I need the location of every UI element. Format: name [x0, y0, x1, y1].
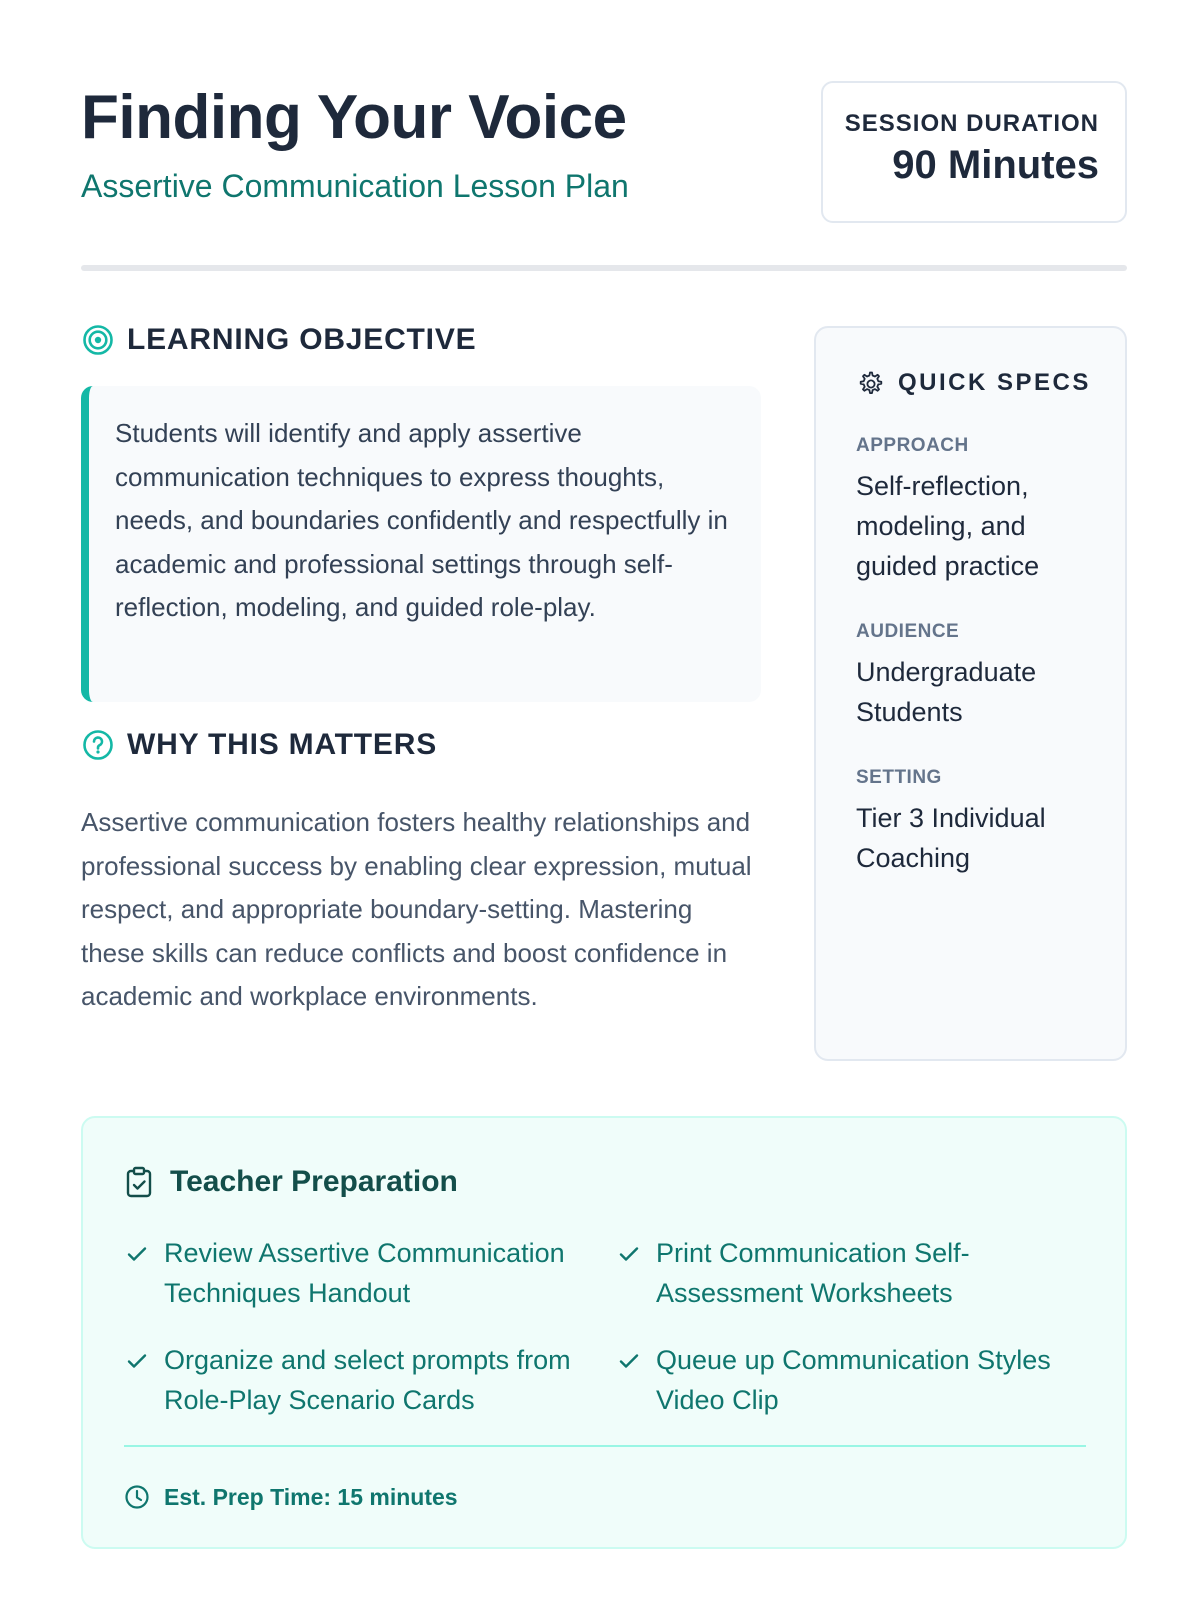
- gear-icon: [856, 369, 884, 397]
- spec-setting: [856, 766, 1125, 878]
- teacher-preparation-panel: [81, 1116, 1127, 1549]
- quick-specs-panel: [814, 326, 1127, 1061]
- clock-icon: [124, 1484, 150, 1510]
- spec-value: Undergraduate Students: [856, 657, 1037, 727]
- prep-item: [616, 1340, 1076, 1420]
- check-icon: [616, 1241, 642, 1267]
- spec-approach: [856, 434, 1125, 586]
- header-divider: [81, 265, 1127, 271]
- session-duration-value: 90 Minutes: [892, 143, 1099, 187]
- spec-label: APPROACH: [856, 435, 969, 456]
- learning-objective-title: LEARNING OBJECTIVE: [127, 323, 477, 356]
- why-this-matters-heading: [81, 727, 437, 763]
- prep-item: [124, 1233, 584, 1313]
- prep-divider: [124, 1445, 1086, 1447]
- lesson-plan-page: [81, 0, 1127, 1600]
- prep-time: [124, 1482, 458, 1512]
- spec-value: Self-reflection, modeling, and guided practice: [856, 471, 1040, 581]
- session-duration-box: [821, 81, 1127, 223]
- learning-objective-heading: [81, 322, 476, 358]
- page-subtitle: Assertive Communication Lesson Plan: [81, 168, 629, 204]
- check-icon: [124, 1241, 150, 1267]
- prep-item-text: Queue up Communication Styles Video Clip: [656, 1345, 1051, 1415]
- spec-audience: [856, 620, 1125, 732]
- spec-label: SETTING: [856, 767, 942, 788]
- question-circle-icon: [81, 728, 115, 762]
- learning-objective-text: Students will identify and apply assertive communication techniques to express thoughts, needs, and boundaries confidently and respectfully in academic and professional settings through self-reflection, modeling, and guided role-play.: [115, 418, 728, 622]
- prep-time-text: Est. Prep Time: 15 minutes: [164, 1483, 458, 1510]
- header: [81, 80, 1127, 225]
- session-duration-label: SESSION DURATION: [844, 110, 1099, 137]
- clipboard-check-icon: [124, 1165, 154, 1199]
- quick-specs-title: QUICK SPECS: [898, 369, 1091, 396]
- spec-value: Tier 3 Individual Coaching: [856, 803, 1046, 873]
- page-title: Finding Your Voice: [81, 83, 627, 152]
- prep-item: [124, 1340, 584, 1420]
- prep-item-text: Organize and select prompts from Role-Play Scenario Cards: [164, 1345, 571, 1415]
- quick-specs-heading: [856, 368, 1125, 398]
- target-icon: [81, 323, 115, 357]
- check-icon: [616, 1348, 642, 1374]
- prep-item-text: Print Communication Self-Assessment Worksheets: [656, 1238, 970, 1308]
- learning-objective-card: [81, 386, 761, 702]
- teacher-preparation-heading: [124, 1164, 458, 1200]
- check-icon: [124, 1348, 150, 1374]
- prep-item-text: Review Assertive Communication Techniques Handout: [164, 1238, 565, 1308]
- why-this-matters-title: WHY THIS MATTERS: [127, 728, 438, 761]
- prep-item: [616, 1233, 1076, 1313]
- why-this-matters-text: Assertive communication fosters healthy relationships and professional success by enabling clear expression, mutual respect, and appropriate boundary-setting. Mastering these skills can reduce conflicts and boost confidence in academic and workplace environments.: [81, 807, 752, 1011]
- teacher-preparation-title: Teacher Preparation: [170, 1165, 458, 1198]
- spec-label: AUDIENCE: [856, 621, 960, 642]
